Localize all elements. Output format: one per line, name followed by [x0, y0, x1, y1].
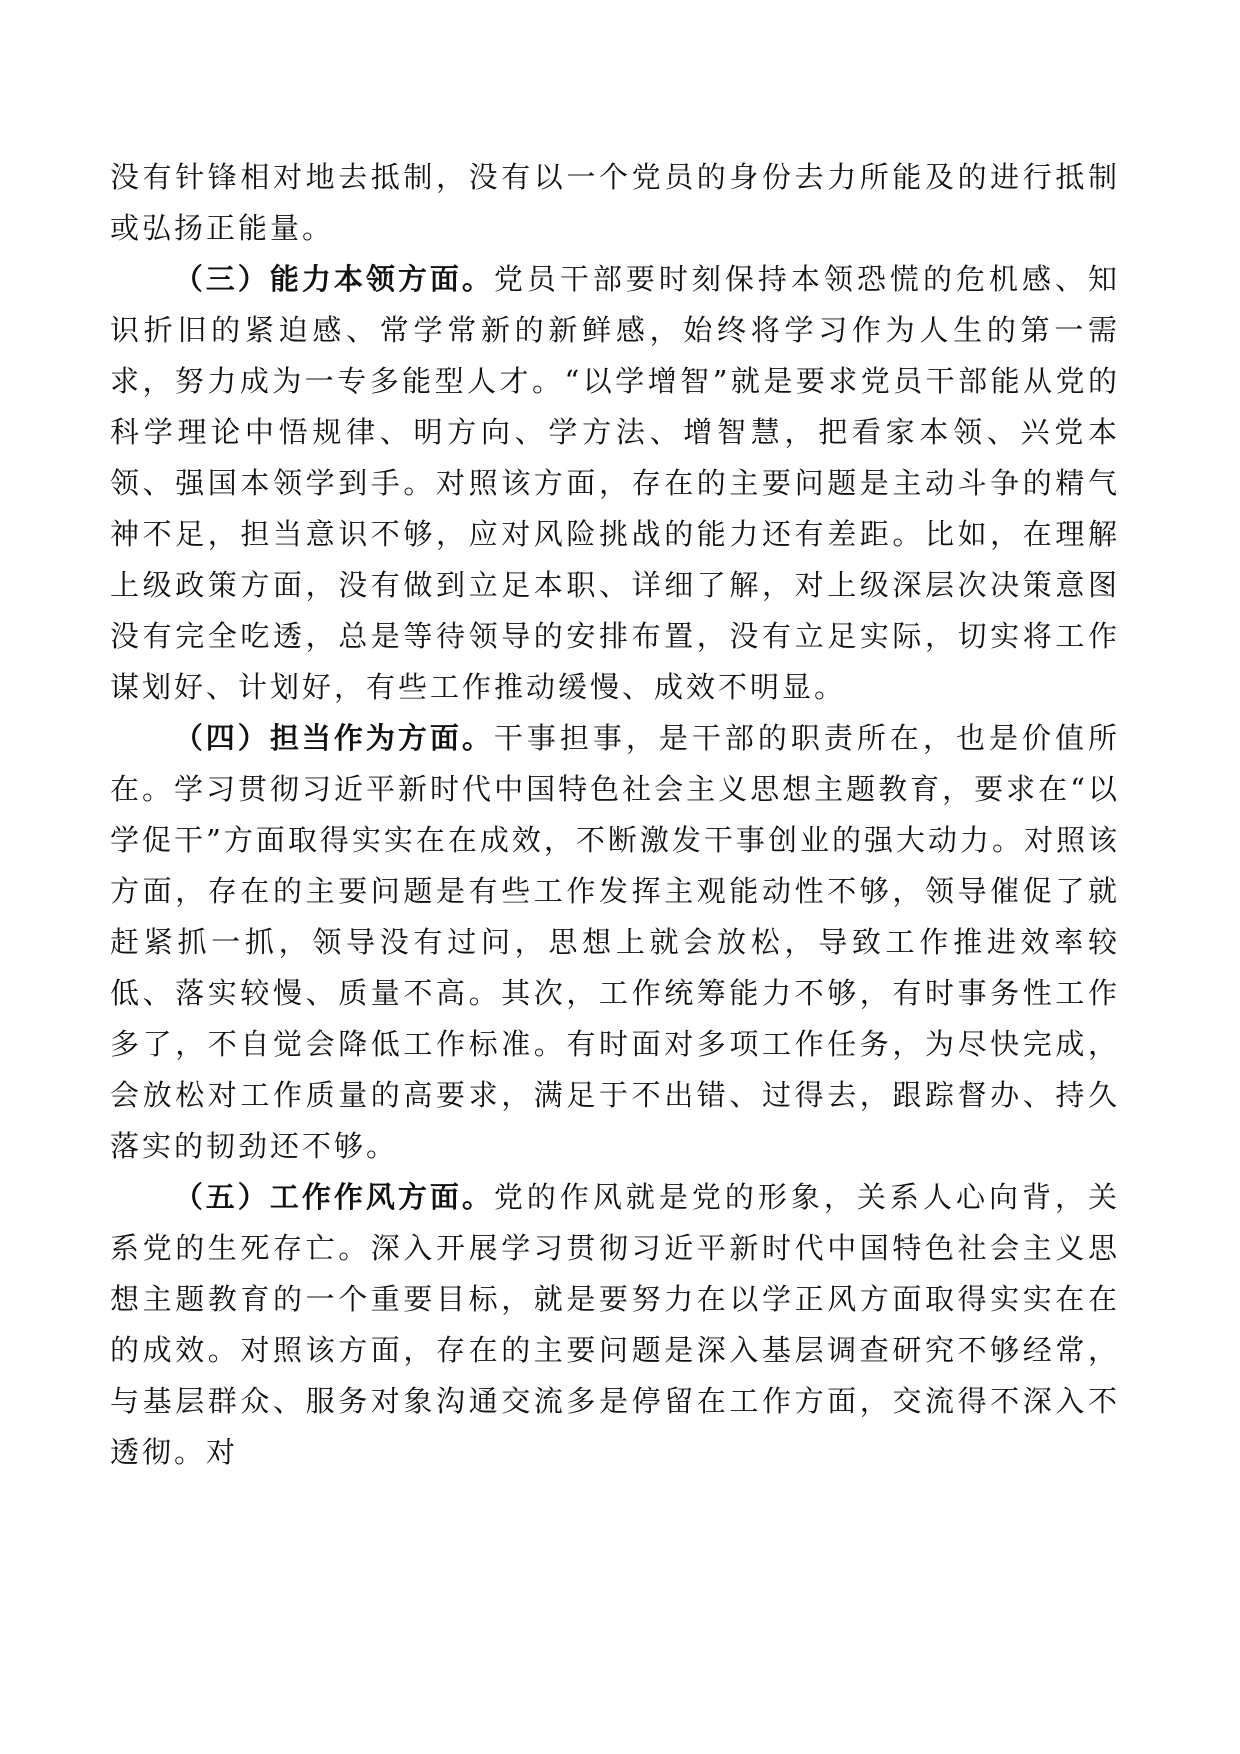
paragraph-text: 干事担事，是干部的职责所在，也是价值所在。学习贯彻习近平新时代中国特色社会主义思想主题教育，要求在“以学促干”方面取得实实在在成效，不断激发干事创业的强大动力。对照该方面，存在的主要问题是有些工作发挥主观能动性不够，领导催促了就赶紧抓一抓，领导没有过问，思想上就会放松，导致工作推进效率较低、落实较慢、质量不高。其次，工作统筹能力不够，有时事务性工作多了，不自觉会降低工作标准。有时面对多项工作任务，为尽快完成，会放松对工作质量的高要求，满足于不出错、过得去，跟踪督办、持久落实的韧劲还不够。: [110, 721, 1120, 1163]
paragraph-text: 没有针锋相对地去抵制，没有以一个党员的身份去力所能及的进行抵制或弘扬正能量。: [110, 160, 1120, 245]
paragraph-ability: [110, 254, 1120, 713]
paragraph-work-style: [110, 1172, 1120, 1478]
paragraph-text: 党员干部要时刻保持本领恐慌的危机感、知识折旧的紧迫感、常学常新的新鲜感，始终将学习作为人生的第一需求，努力成为一专多能型人才。“以学增智”就是要求党员干部能从党的科学理论中悟规律、明方向、学方法、增智慧，把看家本领、兴党本领、强国本领学到手。对照该方面，存在的主要问题是主动斗争的精气神不足，担当意识不够，应对风险挑战的能力还有差距。比如，在理解上级政策方面，没有做到立足本职、详细了解，对上级深层次决策意图没有完全吃透，总是等待领导的安排布置，没有立足实际，切实将工作谋划好、计划好，有些工作推动缓慢、成效不明显。: [110, 262, 1120, 704]
paragraph-text: 党的作风就是党的形象，关系人心向背，关系党的生死存亡。深入开展学习贯彻习近平新时代中国特色社会主义思想主题教育的一个重要目标，就是要努力在以学正风方面取得实实在在的成效。对照该方面，存在的主要问题是深入基层调查研究不够经常，与基层群众、服务对象沟通交流多是停留在工作方面，交流得不深入不透彻。对: [110, 1180, 1120, 1469]
section-heading-responsibility: （四）担当作为方面。: [173, 721, 494, 755]
paragraph-responsibility: [110, 713, 1120, 1172]
section-heading-ability: （三）能力本领方面。: [173, 262, 494, 296]
document-body: [110, 152, 1120, 1478]
paragraph-continuation: [110, 152, 1120, 254]
section-heading-work-style: （五）工作作风方面。: [173, 1180, 494, 1214]
